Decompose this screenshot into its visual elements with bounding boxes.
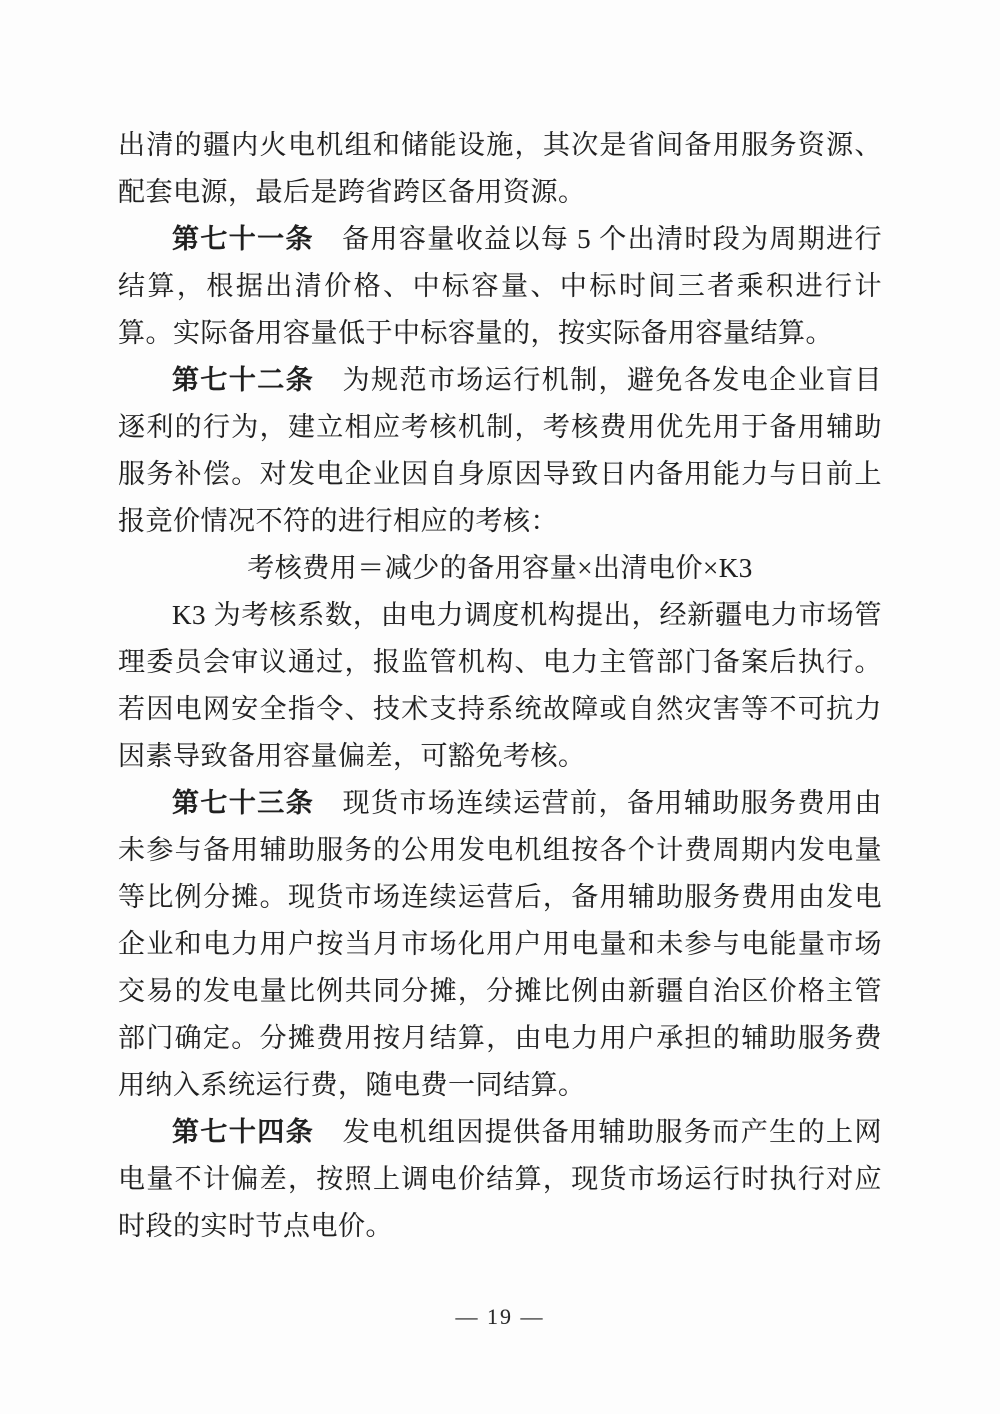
article-paragraph bbox=[118, 780, 882, 1109]
text-run: 出清的疆内火电机组和储能设施，其次是省间备用服务资源、配套电源，最后是跨省跨区备用资源。 bbox=[118, 130, 882, 207]
article-paragraph bbox=[118, 357, 882, 545]
text-run: 为规范市场运行机制，避免各发电企业盲目逐利的行为，建立相应考核机制，考核费用优先用于备用辅助服务补偿。对发电企业因自身原因导致日内备用能力与日前上报竞价情况不符的进行相应的考核： bbox=[118, 365, 882, 536]
article-paragraph bbox=[118, 592, 882, 780]
text-run: K3 为考核系数，由电力调度机构提出，经新疆电力市场管理委员会审议通过，报监管机构、电力主管部门备案后执行。若因电网安全指令、技术支持系统故障或自然灾害等不可抗力因素导致备用容量偏差，可豁免考核。 bbox=[118, 600, 882, 771]
document-body bbox=[118, 122, 882, 1250]
text-run: 发电机组因提供备用辅助服务而产生的上网电量不计偏差，按照上调电价结算，现货市场运行时执行对应时段的实时节点电价。 bbox=[118, 1117, 882, 1241]
page-number: — 19 — bbox=[455, 1304, 545, 1329]
article-number: 第七十二条 bbox=[172, 365, 315, 395]
article-paragraph bbox=[118, 1109, 882, 1250]
text-run: 考核费用＝减少的备用容量×出清电价×K3 bbox=[247, 553, 753, 583]
text-run: 备用容量收益以每 5 个出清时段为周期进行结算，根据出清价格、中标容量、中标时间三者乘积进行计算。实际备用容量低于中标容量的，按实际备用容量结算。 bbox=[118, 224, 883, 348]
text-run: 现货市场连续运营前，备用辅助服务费用由未参与备用辅助服务的公用发电机组按各个计费周期内发电量等比例分摊。现货市场连续运营后，备用辅助服务费用由发电企业和电力用户按当月市场化用户用电量和未参与电能量市场交易的发电量比例共同分摊，分摊比例由新疆自治区价格主管部门确定。分摊费用按月结算，由电力用户承担的辅助服务费用纳入系统运行费，随电费一同结算。 bbox=[118, 788, 882, 1100]
article-number: 第七十一条 bbox=[172, 224, 314, 254]
article-number: 第七十三条 bbox=[172, 788, 315, 818]
continuation-paragraph bbox=[118, 122, 882, 216]
article-number: 第七十四条 bbox=[172, 1117, 315, 1147]
article-paragraph bbox=[118, 216, 882, 357]
formula-line bbox=[118, 545, 882, 592]
